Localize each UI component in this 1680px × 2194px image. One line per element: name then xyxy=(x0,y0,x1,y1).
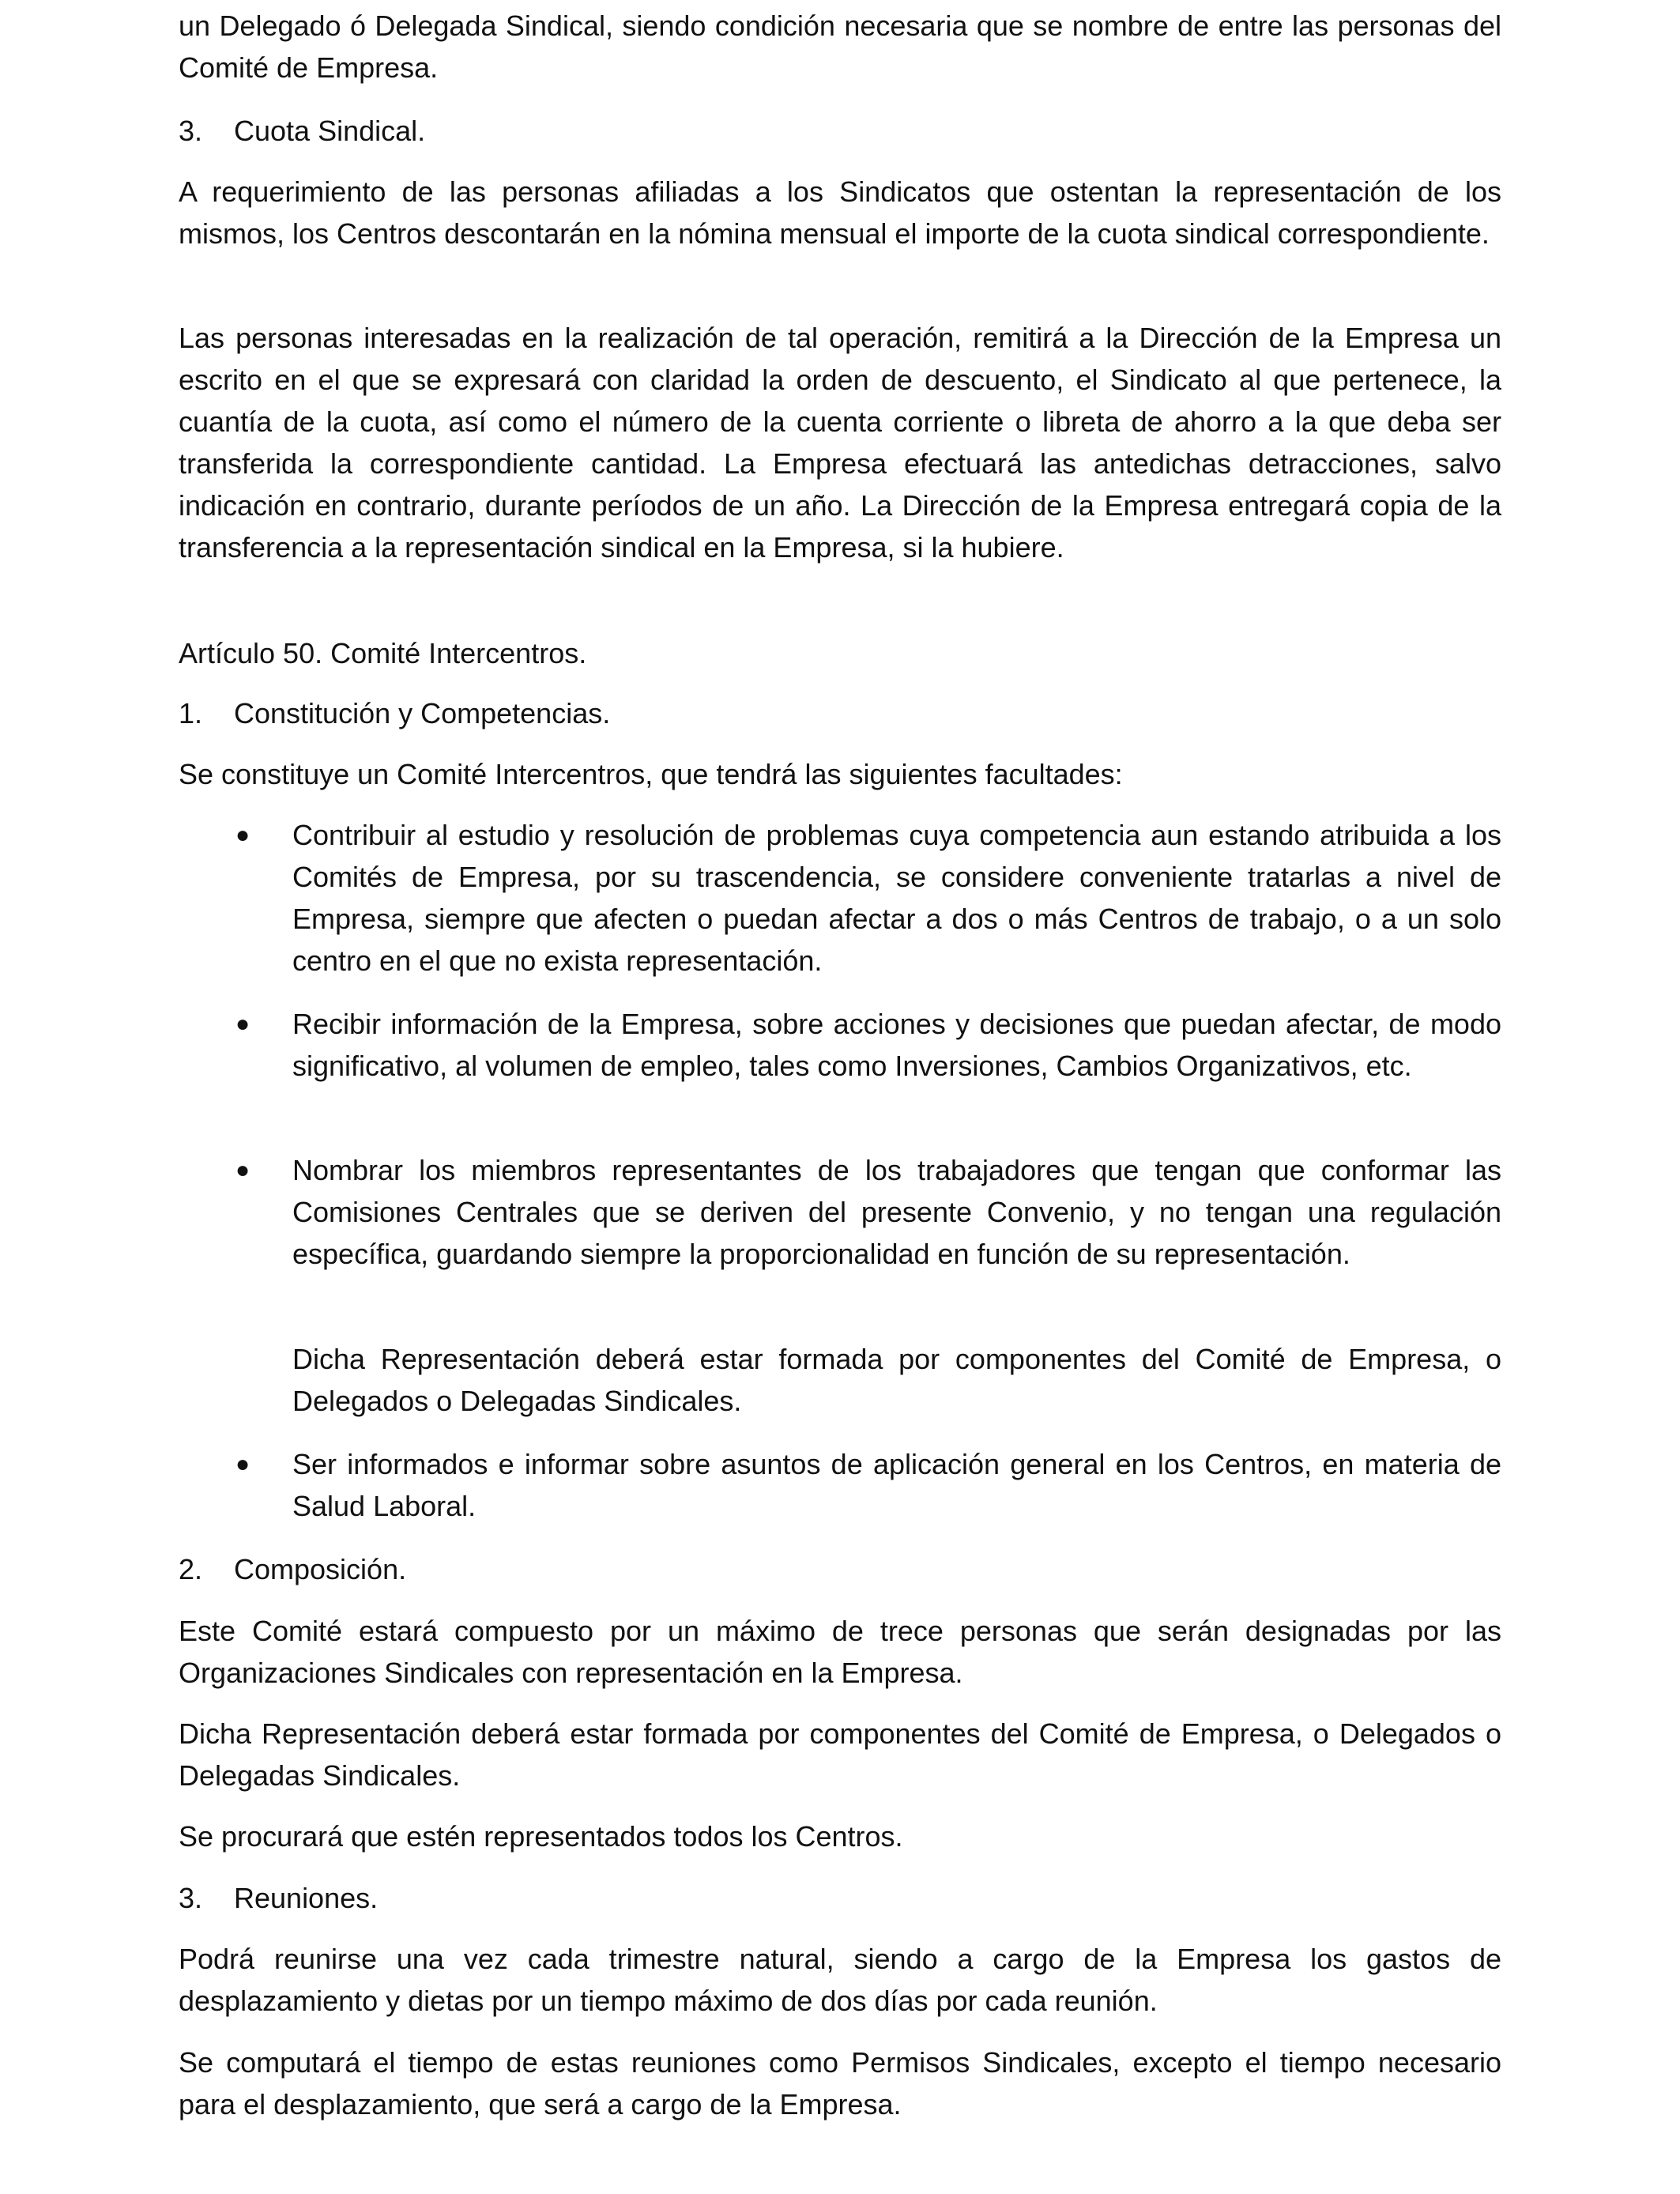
paragraph: Se constituye un Comité Intercentros, que tendrá las siguientes facultades: xyxy=(179,758,1123,790)
bullet-icon: ● xyxy=(235,1157,250,1183)
section-title: Cuota Sindical. xyxy=(234,115,426,147)
bullet-continuation: Dicha Representación deberá estar formada por componentes del Comité de Empresa, o Delegados o Delegadas Sindicales. xyxy=(292,1343,1501,1417)
paragraph: Podrá reunirse una vez cada trimestre natural, siendo a cargo de la Empresa los gastos de desplazamiento y dietas por un tiempo máximo de dos días por cada reunión. xyxy=(179,1943,1501,2017)
section-title: Composición. xyxy=(234,1553,407,1585)
article-1-heading xyxy=(179,692,1501,734)
section-title: Reuniones. xyxy=(234,1882,379,1914)
section-title: Constitución y Competencias. xyxy=(234,697,611,729)
section-number: 3. xyxy=(179,115,203,147)
intro-paragraph: un Delegado ó Delegada Sindical, siendo condición necesaria que se nombre de entre las personas del Comité de Empresa. xyxy=(179,9,1501,84)
section-number: 3. xyxy=(179,1882,203,1914)
bullet-icon: ● xyxy=(235,1451,250,1477)
paragraph: Se procurará que estén representados todos los Centros. xyxy=(179,1820,903,1853)
paragraph: Se computará el tiempo de estas reuniones como Permisos Sindicales, excepto el tiempo necesario para el desplazamiento, que será a cargo de la Empresa. xyxy=(179,2046,1501,2120)
bullet-icon: ● xyxy=(235,822,250,848)
bullet-text: Recibir información de la Empresa, sobre acciones y decisiones que puedan afectar, de modo significativo, al volumen de empleo, tales como Inversiones, Cambios Organizativos, etc. xyxy=(292,1008,1501,1082)
section-number: 2. xyxy=(179,1553,203,1585)
bullet-text: Nombrar los miembros representantes de los trabajadores que tengan que conformar las Comisiones Centrales que se deriven del presente Convenio, y no tengan una regulación específica, guardando siempre la proporcionalidad en función de su representación. xyxy=(292,1154,1501,1270)
bullet-item xyxy=(179,1003,1501,1087)
paragraph: A requerimiento de las personas afiliadas a los Sindicatos que ostentan la representación de los mismos, los Centros descontarán en la nómina mensual el importe de la cuota sindical correspondiente. xyxy=(179,175,1501,250)
bullet-text: Ser informados e informar sobre asuntos de aplicación general en los Centros, en materia de Salud Laboral. xyxy=(292,1448,1501,1522)
paragraph: Las personas interesadas en la realización de tal operación, remitirá a la Dirección de la Empresa un escrito en el que se expresará con claridad la orden de descuento, el Sindicato al que pertenece, la cuantía de la cuota, así como el número de la cuenta corriente o libreta de ahorro a la que deba ser transferida la correspondiente cantidad. La Empresa efectuará las antedichas detracciones, salvo indicación en contrario, durante períodos de un año. La Dirección de la Empresa entregará copia de la transferencia a la representación sindical en la Empresa, si la hubiere. xyxy=(179,322,1501,564)
bullet-item xyxy=(179,1149,1501,1275)
article-heading: Artículo 50. Comité Intercentros. xyxy=(179,637,587,669)
paragraph: Dicha Representación deberá estar formada por componentes del Comité de Empresa, o Delegados o Delegadas Sindicales. xyxy=(179,1717,1501,1792)
section-3-heading xyxy=(179,110,1501,152)
bullet-icon: ● xyxy=(235,1011,250,1037)
bullet-item xyxy=(179,814,1501,982)
section-number: 1. xyxy=(179,697,203,729)
article-2-heading xyxy=(179,1548,1501,1590)
article-3-heading xyxy=(179,1877,1501,1919)
paragraph: Este Comité estará compuesto por un máximo de trece personas que serán designadas por las Organizaciones Sindicales con representación en la Empresa. xyxy=(179,1615,1501,1689)
bullet-item xyxy=(179,1443,1501,1527)
bullet-text: Contribuir al estudio y resolución de problemas cuya competencia aun estando atribuida a los Comités de Empresa, por su trascendencia, se considere conveniente tratarlas a nivel de Empresa, siempre que afecten o puedan afectar a dos o más Centros de trabajo, o a un solo centro en el que no exista representación. xyxy=(292,819,1501,977)
